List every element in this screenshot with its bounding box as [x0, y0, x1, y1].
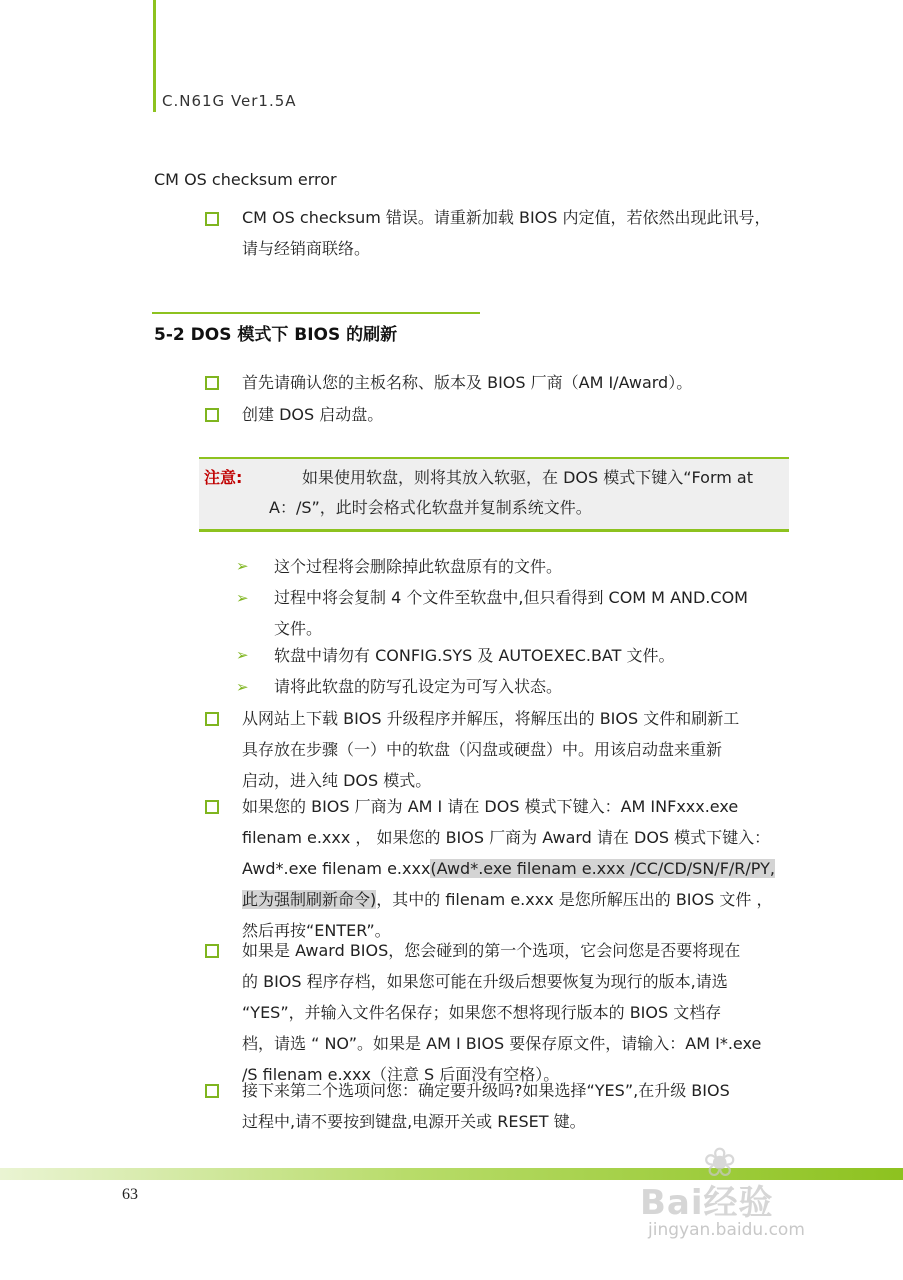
watermark-url: jingyan.baidu.com — [648, 1220, 805, 1240]
highlighted-command: (Awd*.exe filenam e.xxx /CC/CD/SN/F/R/PY, — [430, 859, 775, 878]
watermark-logo: Bai经验 — [640, 1183, 774, 1223]
sub-item: 过程中将会复制 4 个文件至软盘中,但只看得到 COM M AND.COM 文件。 — [274, 588, 748, 638]
sub-item: 请将此软盘的防写孔设定为可写入状态。 — [274, 677, 563, 696]
step-create-disk: 创建 DOS 启动盘。 — [242, 405, 384, 424]
arrow-bullet-icon: ➢ — [236, 557, 249, 575]
checkbox-bullet-icon — [205, 712, 219, 726]
step-confirm-board: 首先请确认您的主板名称、版本及 BIOS 厂商（AM I/Award）。 — [242, 373, 693, 392]
arrow-bullet-icon: ➢ — [236, 646, 249, 664]
error-title: CM OS checksum error — [154, 170, 337, 189]
checkbox-bullet-icon — [205, 1084, 219, 1098]
section-rule — [152, 312, 480, 314]
note-box — [199, 457, 789, 532]
highlighted-command: 此为强制刷新命令) — [242, 890, 377, 909]
error-description: CM OS checksum 错误。请重新加载 BIOS 内定值，若依然出现此讯号， 请与经销商联络。 — [242, 208, 771, 258]
section-title: 5-2 DOS 模式下 BIOS 的刷新 — [154, 325, 398, 345]
paw-icon: ❀ — [703, 1140, 737, 1186]
checkbox-bullet-icon — [205, 376, 219, 390]
page-number: 63 — [122, 1186, 138, 1203]
sub-item: 这个过程将会删除掉此软盘原有的文件。 — [274, 557, 563, 576]
step-confirm-upgrade: 接下来第二个选项问您：确定要升级吗?如果选择“YES”,在升级 BIOS 过程中,请不要按到键盘,电源开关或 RESET 键。 — [242, 1081, 730, 1131]
note-label: 注意: — [204, 468, 243, 487]
note-text: 如果使用软盘，则将其放入软驱，在 DOS 模式下键入“Form at — [302, 468, 754, 487]
arrow-bullet-icon: ➢ — [236, 589, 249, 607]
doc-version: C.N61G Ver1.5A — [162, 92, 297, 110]
margin-rule — [153, 0, 156, 112]
arrow-bullet-icon: ➢ — [236, 678, 249, 696]
checkbox-bullet-icon — [205, 800, 219, 814]
step-run-flash: 如果您的 BIOS 厂商为 AM I 请在 DOS 模式下键入：AM INFxxx.exe filenam e.xxx ， 如果您的 BIOS 厂商为 Award 请在 DOS 模式下键入： Awd*.exe filenam e.xxx(Awd*.exe filenam e.xxx /CC/CD/SN/F/R/PY, 此为强制刷新命令)，其中的 filenam e.xxx 是您所解压出的 BIOS 文件 ， 然后再按“ENTER”。 — [242, 797, 775, 940]
note-text: A：/S”，此时会格式化软盘并复制系统文件。 — [269, 498, 592, 517]
step-download: 从网站上下载 BIOS 升级程序并解压，将解压出的 BIOS 文件和刷新工 具存放在步骤（一）中的软盘（闪盘或硬盘）中。用该启动盘来重新 启动，进入纯 DOS 模式。 — [242, 709, 740, 790]
checkbox-bullet-icon — [205, 212, 219, 226]
sub-item: 软盘中请勿有 CONFIG.SYS 及 AUTOEXEC.BAT 文件。 — [274, 646, 675, 665]
checkbox-bullet-icon — [205, 944, 219, 958]
checkbox-bullet-icon — [205, 408, 219, 422]
step-award-backup: 如果是 Award BIOS，您会碰到的第一个选项，它会问您是否要将现在 的 BIOS 程序存档，如果您可能在升级后想要恢复为现行的版本,请选 “YES”，并输入文件名保存；如果您不想将现行版本的 BIOS 文档存 档，请选 “ NO”。如果是 AM I BIOS 要保存原文件，请输入：AM I*.exe /S filenam e.xxx（注意 S 后面没有空格）。 — [242, 941, 762, 1084]
